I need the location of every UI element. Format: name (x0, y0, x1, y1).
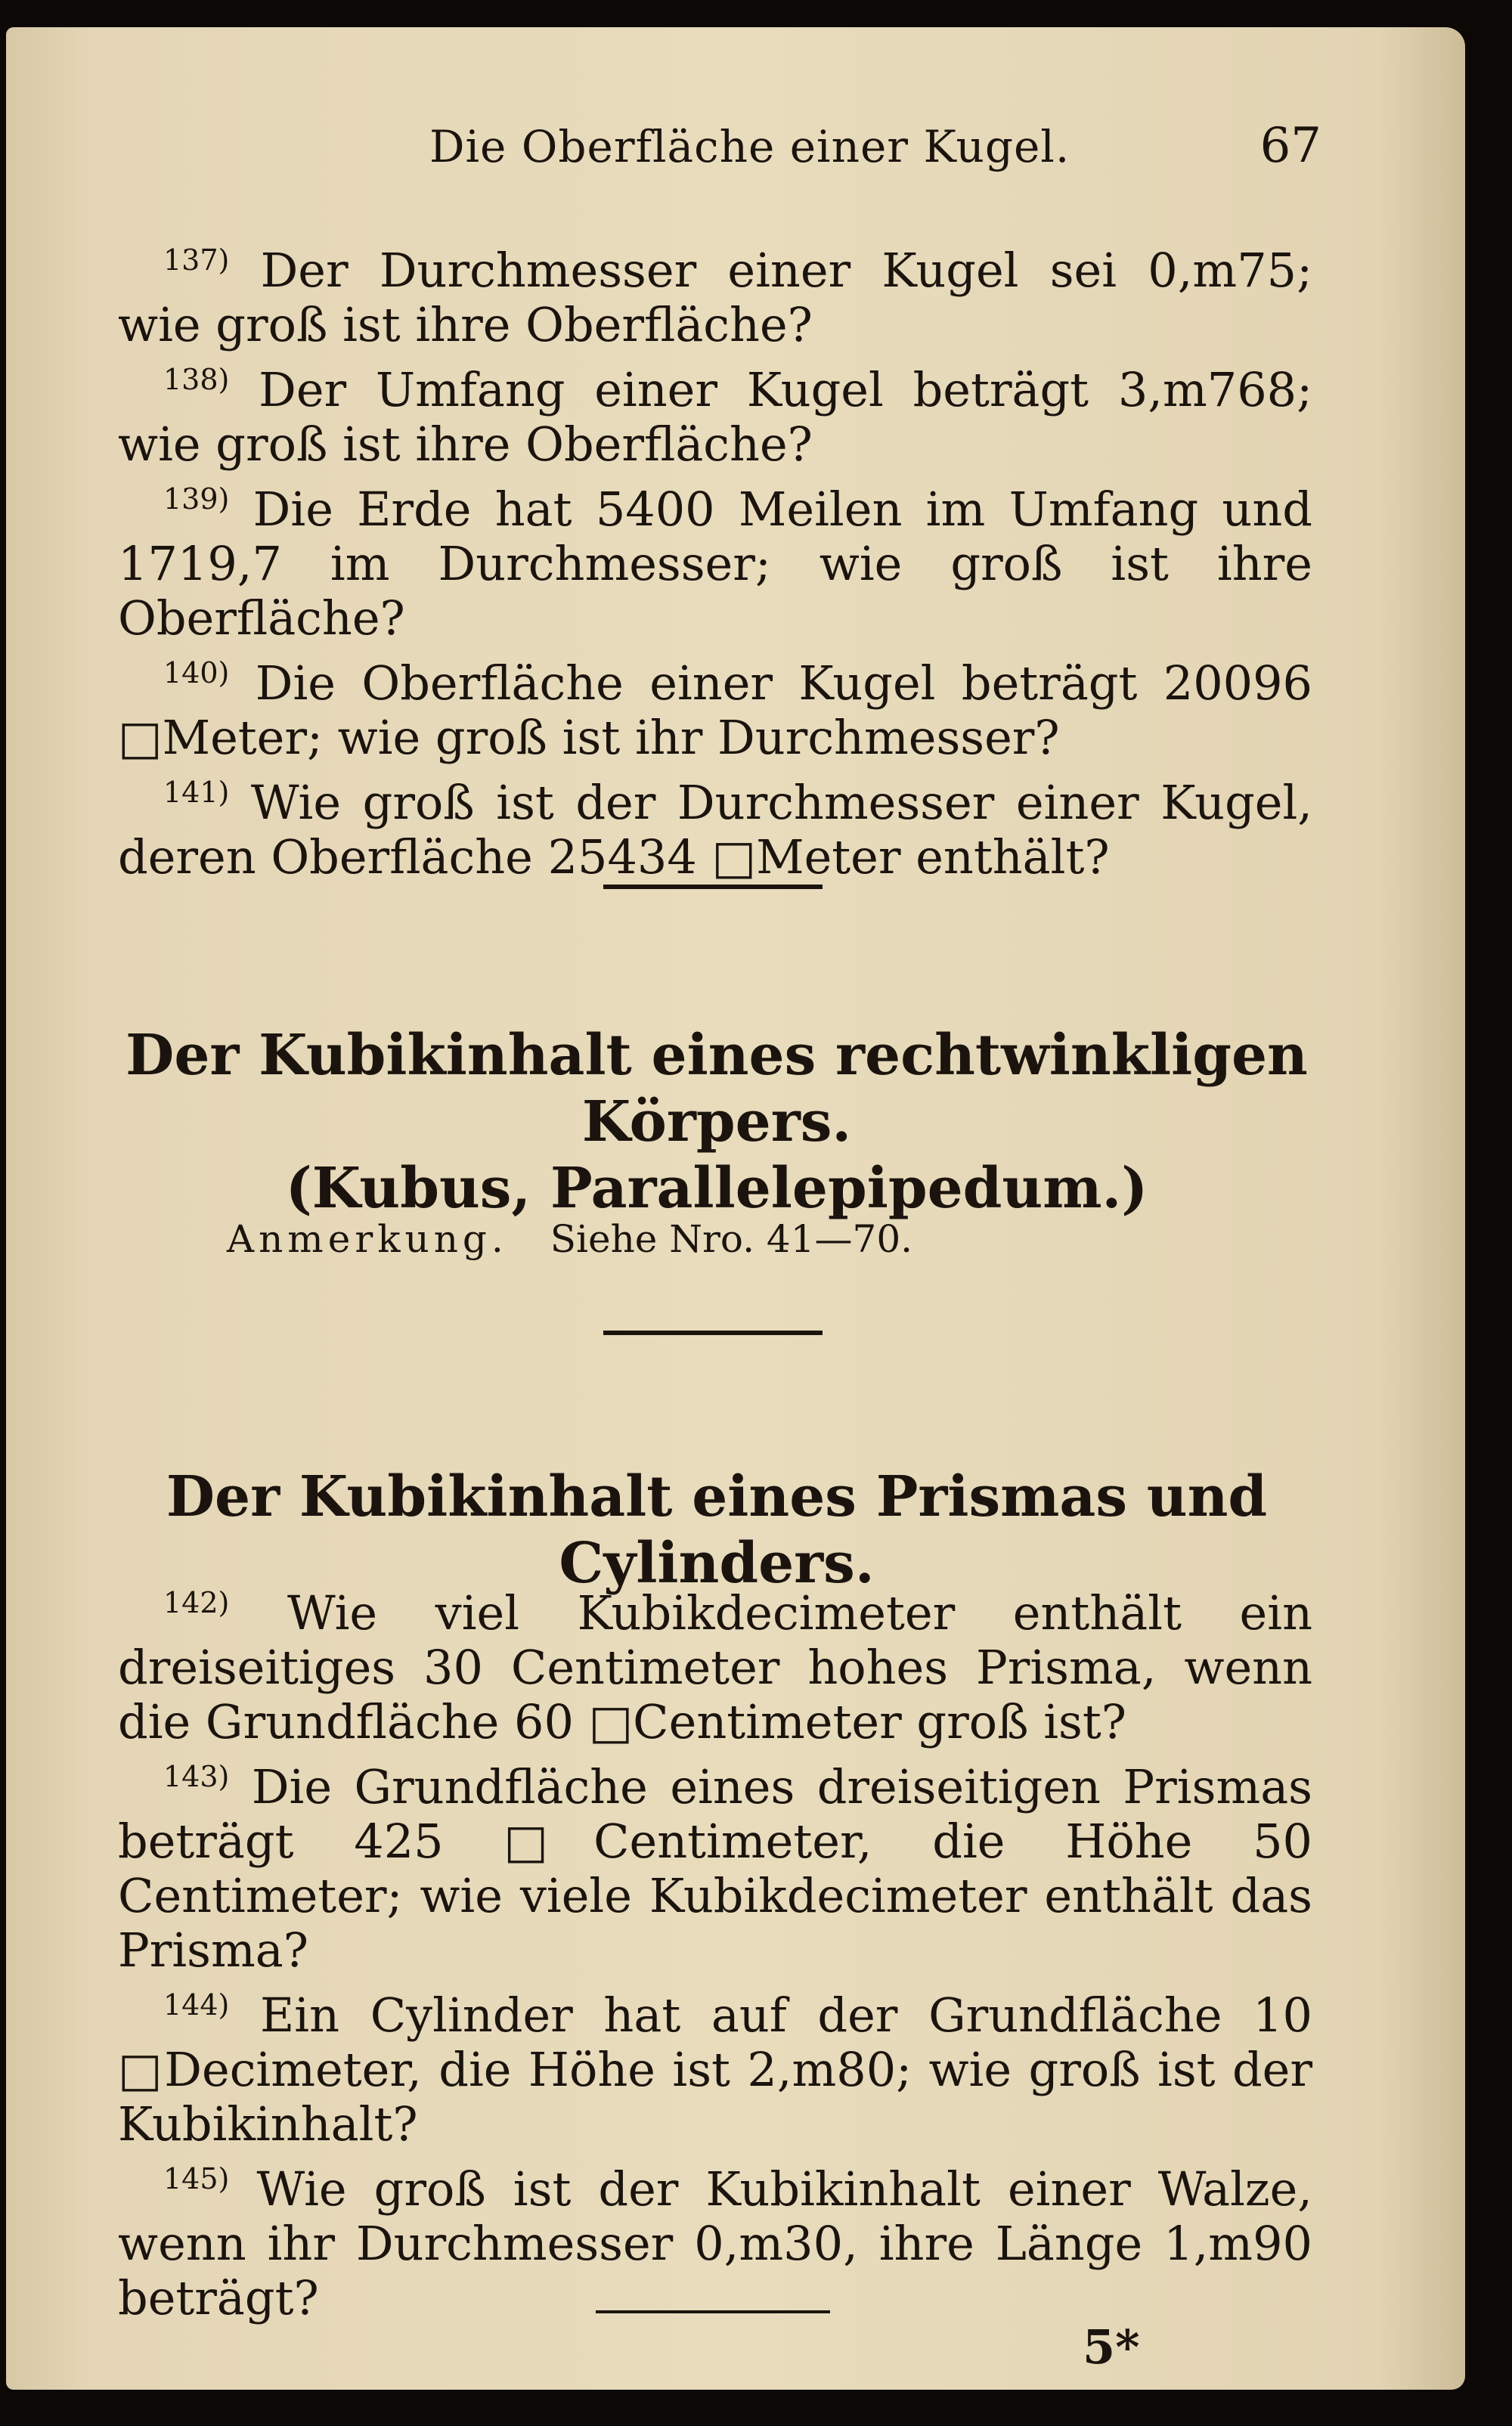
exercise-text: Wie viel Kubikdecimeter enthält ein dreiseitiges 30 Centimeter hohes Prisma, wenn die Grundfläche 60 □Centimeter groß ist? (118, 1585, 1312, 1749)
exercise-text: Ein Cylinder hat auf der Grundfläche 10 □Decimeter, die Höhe ist 2,m80; wie groß ist der Kubikinhalt? (118, 1988, 1313, 2152)
exercise-text: Wie groß ist der Kubikinhalt einer Walze, wenn ihr Durchmesser 0,m30, ihre Länge 1,m90 beträgt? (118, 2161, 1312, 2325)
exercise-text: Die Oberfläche einer Kugel beträgt 20096 □Meter; wie groß ist ihr Durchmesser? (118, 655, 1312, 765)
exercise-list-prism (118, 1586, 1312, 2336)
remark (227, 1217, 912, 1261)
heading-line: Der Kubikinhalt eines Prismas und Cylinders. (166, 1464, 1268, 1596)
heading-line: Der Kubikinhalt eines rechtwinkligen Körpers. (125, 1023, 1308, 1154)
exercise-text: Wie groß ist der Durchmesser einer Kugel, deren Oberfläche 25434 □Meter enthält? (118, 775, 1312, 885)
section-heading-rectangular-body (97, 1022, 1337, 1222)
exercise-number: 143) (163, 1760, 230, 1794)
exercise-text: Der Durchmesser einer Kugel sei 0,m75; wie groß ist ihre Oberfläche? (118, 243, 1312, 352)
exercise-list-sphere (118, 243, 1312, 895)
exercise (118, 656, 1312, 765)
exercise-number: 138) (163, 363, 230, 397)
running-title: Die Oberfläche einer Kugel. (429, 121, 1070, 172)
exercise-text: Der Umfang einer Kugel beträgt 3,m768; wie groß ist ihre Oberfläche? (118, 362, 1312, 472)
exercise (118, 243, 1312, 352)
exercise (118, 1586, 1312, 1749)
section-heading-prism-cylinder (97, 1464, 1337, 1597)
page-number: 67 (1259, 118, 1321, 174)
section-divider (603, 1331, 823, 1335)
page-header (429, 118, 1321, 174)
exercise-text: Die Grundfläche eines dreiseitigen Prismas beträgt 425 □Centimeter, die Höhe 50 Centimeter; wie viele Kubikdecimeter enthält das Prisma? (118, 1759, 1312, 1978)
exercise-text: Die Erde hat 5400 Meilen im Umfang und 1719,7 im Durchmesser; wie groß ist ihre Oberfläche? (118, 482, 1312, 646)
exercise-number: 144) (163, 1988, 230, 2022)
exercise-number: 140) (163, 656, 230, 690)
heading-subtitle: (Kubus, Parallelepipedum.) (285, 1156, 1148, 1221)
exercise-number: 141) (163, 776, 230, 810)
exercise (118, 2162, 1312, 2325)
exercise (118, 482, 1312, 646)
remark-text: Siehe Nro. 41—70. (550, 1217, 913, 1261)
footer-rule (596, 2310, 830, 2313)
exercise (118, 776, 1312, 885)
exercise (118, 1988, 1312, 2152)
section-divider (603, 885, 823, 889)
exercise-number: 142) (163, 1586, 230, 1620)
remark-label: Anmerkung. (227, 1217, 508, 1261)
exercise-number: 139) (163, 482, 230, 516)
signature-mark: 5* (1083, 2319, 1140, 2375)
exercise-number: 145) (163, 2162, 230, 2196)
exercise (118, 363, 1312, 472)
exercise (118, 1760, 1312, 1978)
book-page (6, 27, 1465, 2390)
exercise-number: 137) (163, 243, 230, 277)
